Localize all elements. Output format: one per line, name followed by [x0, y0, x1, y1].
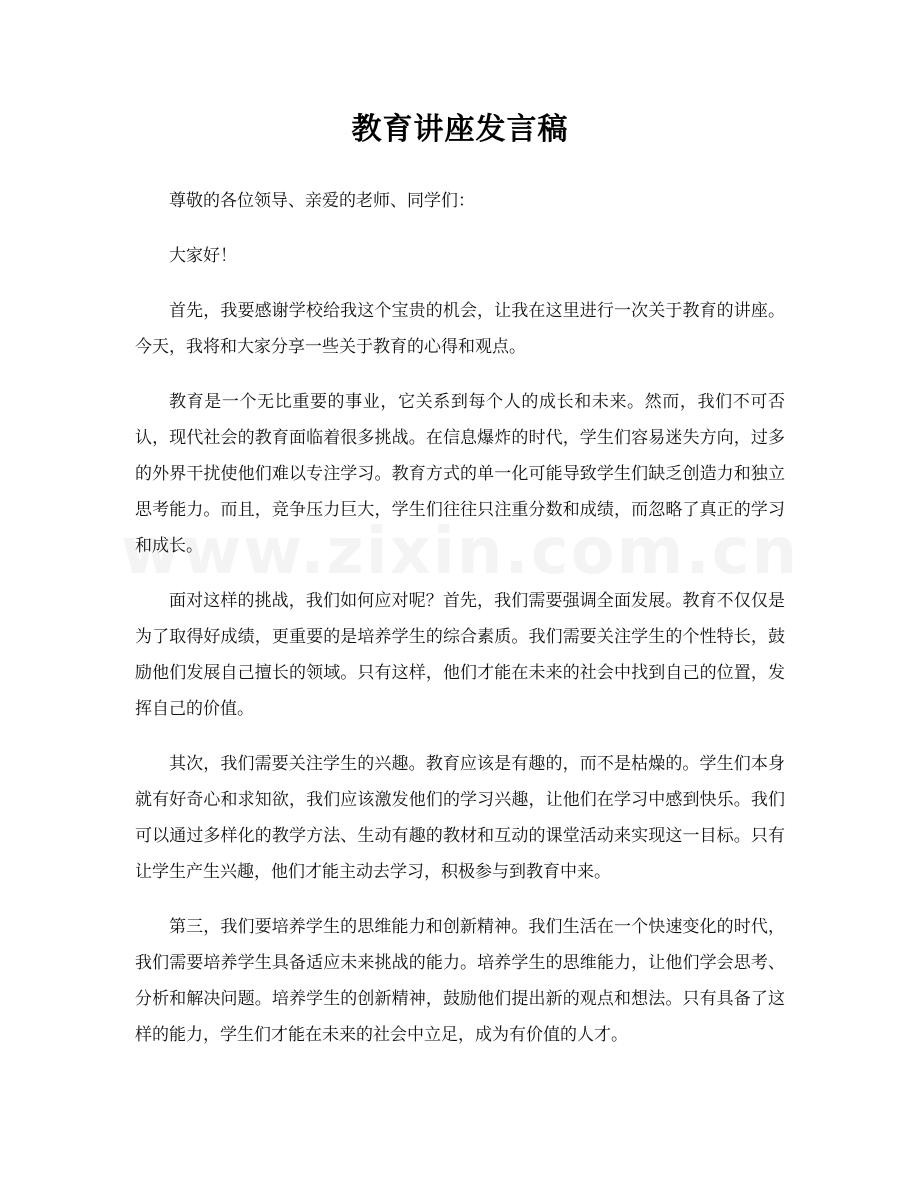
- page-title: 教育讲座发言稿: [351, 112, 569, 147]
- body-paragraph: 首先，我要感谢学校给我这个宝贵的机会，让我在这里进行一次关于教育的讲座。今天，我将和大家分享一些关于教育的心得和观点。: [135, 301, 785, 357]
- body-paragraph: 教育是一个无比重要的事业，它关系到每个人的成长和未来。然而，我们不可否认，现代社会的教育面临着很多挑战。在信息爆炸的时代，学生们容易迷失方向，过多的外界干扰使他们难以专注学习。教育方式的单一化可能导致学生们缺乏创造力和独立思考能力。而且，竞争压力巨大，学生们往往只注重分数和成绩，而忽略了真正的学习和成长。: [135, 392, 785, 556]
- salutation-paragraph: 尊敬的各位领导、亲爱的老师、同学们：: [169, 191, 475, 211]
- document-body: [135, 183, 785, 1072]
- greeting-paragraph: 大家好！: [169, 246, 237, 266]
- body-paragraph: 面对这样的挑战，我们如何应对呢？首先，我们需要强调全面发展。教育不仅仅是为了取得好成绩，更重要的是培养学生的综合素质。我们需要关注学生的个性特长，鼓励他们发展自己擅长的领域。只有这样，他们才能在未来的社会中找到自己的位置，发挥自己的价值。: [135, 591, 785, 719]
- body-paragraph: 其次，我们需要关注学生的兴趣。教育应该是有趣的，而不是枯燥的。学生们本身就有好奇心和求知欲，我们应该激发他们的学习兴趣，让他们在学习中感到快乐。我们可以通过多样化的教学方法、生动有趣的教材和互动的课堂活动来实现这一目标。只有让学生产生兴趣，他们才能主动去学习，积极参与到教育中来。: [135, 754, 785, 882]
- body-paragraph: 第三，我们要培养学生的思维能力和创新精神。我们生活在一个快速变化的时代，我们需要培养学生具备适应未来挑战的能力。培养学生的思维能力，让他们学会思考、分析和解决问题。培养学生的创新精神，鼓励他们提出新的观点和想法。只有具备了这样的能力，学生们才能在未来的社会中立足，成为有价值的人才。: [135, 917, 785, 1045]
